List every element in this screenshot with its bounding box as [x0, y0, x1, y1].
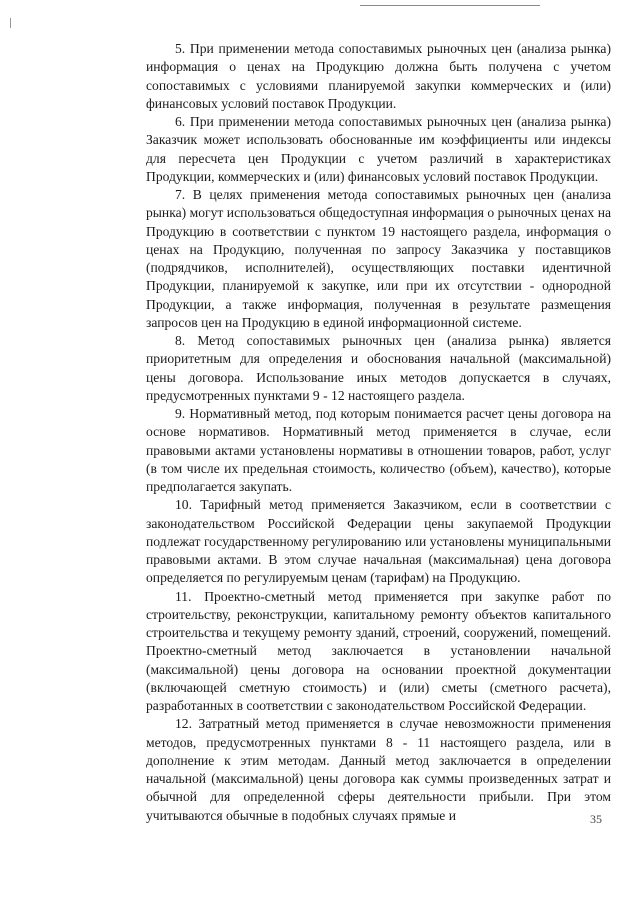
- paragraph-9: 9. Нормативный метод, под которым понимается расчет цены договора на основе нормативов. Нормативный метод применяется в случае, если правовыми актами установлены нормативы в отношении товаров, работ, услуг (в том числе их предельная стоимость, количество (объем), качество), которые предполагается закупать.: [146, 406, 611, 494]
- scan-edge-line: [360, 5, 540, 6]
- paragraph-12: 12. Затратный метод применяется в случае невозможности применения методов, предусмотренных пунктами 8 - 11 настоящего раздела, или в дополнение к этим методам. Данный метод заключается в определении начальной (максимальной) цены договора как суммы произведенных затрат и обычной для определенной сферы деятельности прибыли. При этом учитываются обычные в подобных случаях прямые и: [146, 716, 611, 823]
- paragraph-11: 11. Проектно-сметный метод применяется при закупке работ по строительству, реконструкции, капитальному ремонту объектов капитального строительства и текущему ремонту зданий, строений, сооружений, помещений. Проектно-сметный метод заключается в установлении начальной (максимальной) цены договора на основании проектной документации (включающей сметную стоимость) и (или) сметы (сметного расчета), разработанных в соответствии с законодательством Российской Федерации.: [146, 588, 611, 713]
- document-page: [146, 40, 611, 825]
- paragraph-10: 10. Тарифный метод применяется Заказчиком, если в соответствии с законодательством Российской Федерации цены закупаемой Продукции подлежат государственному регулированию или установлены муниципальными правовыми актами. В этом случае начальная (максимальная) цена договора определяется по регулируемым ценам (тарифам) на Продукцию.: [146, 497, 611, 586]
- paragraph-7: 7. В целях применения метода сопоставимых рыночных цен (анализа рынка) могут использоваться общедоступная информация о рыночных ценах на Продукцию в соответствии с пунктом 19 настоящего раздела, информация о ценах на Продукцию, полученная по запросу Заказчика у поставщиков (подрядчиков, исполнителей), осуществляющих поставки идентичной Продукции, планируемой к закупке, или при их отсутствии - однородной Продукции, а также информация, полученная в результате размещения запросов цен на Продукцию в единой информационной системе.: [146, 187, 611, 330]
- paragraph-5: 5. При применении метода сопоставимых рыночных цен (анализа рынка) информация о ценах на Продукцию должна быть получена с учетом сопоставимых с условиями планируемой закупки коммерческих и (или) финансовых условий поставок Продукции.: [146, 41, 611, 111]
- margin-mark: [10, 18, 11, 28]
- paragraph-8: 8. Метод сопоставимых рыночных цен (анализа рынка) является приоритетным для определения и обоснования начальной (максимальной) цены договора. Использование иных методов допускается в случаях, предусмотренных пунктами 9 - 12 настоящего раздела.: [146, 333, 611, 403]
- page-number: 35: [590, 812, 602, 826]
- paragraph-6: 6. При применении метода сопоставимых рыночных цен (анализа рынка) Заказчик может использовать обоснованные им коэффициенты или индексы для пересчета цен Продукции с учетом различий в характеристиках Продукции, коммерческих и (или) финансовых условий поставок Продукции.: [146, 114, 611, 184]
